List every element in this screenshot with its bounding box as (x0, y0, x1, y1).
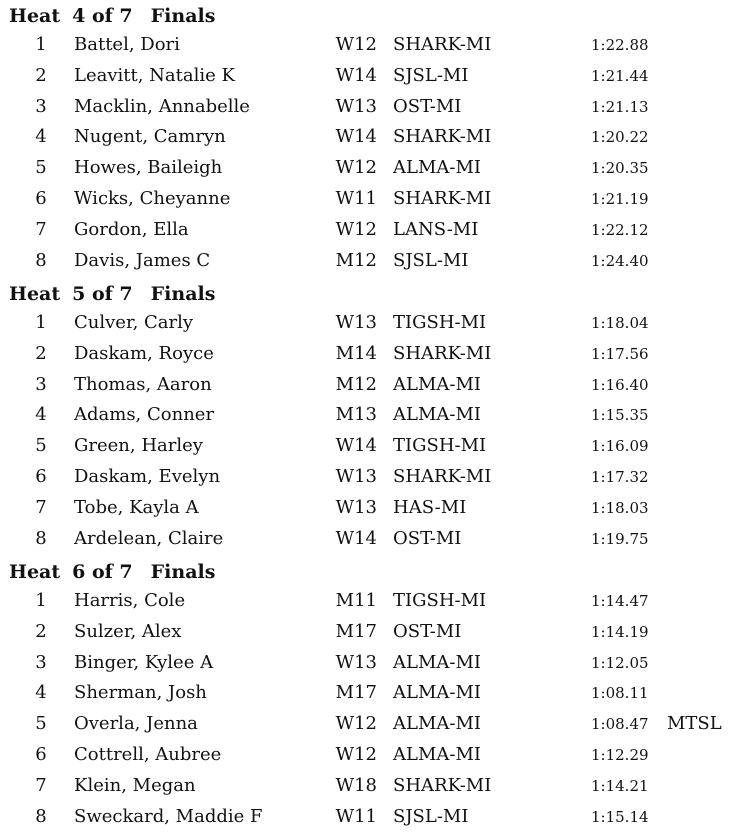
lane-number: 6 (35, 744, 47, 765)
seed-time: 1:08.47 (591, 715, 649, 734)
heat-number: 6 of 7 (72, 561, 133, 583)
entry-row (0, 462, 752, 492)
team-code: ALMA-MI (393, 157, 482, 179)
entry-row (0, 30, 752, 60)
lane-number: 2 (35, 342, 47, 364)
swimmer-name: Macklin, Annabelle (74, 95, 250, 117)
age-group: W12 (335, 218, 377, 240)
team-code: OST-MI (393, 527, 462, 549)
seed-time: 1:14.19 (591, 622, 649, 641)
swimmer-name: Culver, Carly (74, 312, 194, 333)
swimmer-name: Binger, Kylee A (74, 651, 214, 673)
age-group: W13 (335, 466, 377, 487)
swimmer-name: Daskam, Evelyn (74, 466, 221, 487)
seed-time: 1:18.03 (591, 498, 649, 517)
team-code: TIGSH-MI (393, 590, 487, 611)
lane-number: 6 (35, 188, 47, 209)
entry-row (0, 617, 752, 647)
entry-row (0, 370, 752, 400)
age-group: W13 (335, 312, 377, 333)
swimmer-name: Tobe, Kayla A (74, 496, 199, 518)
heat-header (9, 280, 215, 308)
age-group: W12 (335, 713, 377, 735)
age-group: W11 (335, 805, 377, 827)
seed-time: 1:12.29 (591, 746, 649, 764)
team-code: ALMA-MI (393, 373, 482, 395)
entry-row (0, 493, 752, 523)
team-code: SHARK-MI (393, 342, 492, 364)
age-group: M12 (335, 373, 377, 395)
age-group: M12 (335, 249, 377, 271)
swimmer-name: Leavitt, Natalie K (74, 64, 235, 86)
seed-time: 1:21.13 (591, 97, 649, 116)
lane-number: 4 (35, 404, 47, 426)
seed-time: 1:20.22 (591, 128, 649, 147)
lane-number: 8 (35, 249, 47, 271)
seed-time: 1:12.05 (591, 653, 649, 672)
seed-time: 1:15.14 (591, 807, 649, 826)
lane-number: 3 (35, 651, 47, 673)
lane-number: 5 (35, 157, 47, 179)
heat-number: 5 of 7 (72, 283, 133, 305)
entry-row (0, 431, 752, 461)
heat-label: Heat (9, 283, 61, 305)
seed-time: 1:14.21 (591, 776, 649, 795)
lane-number: 7 (35, 218, 47, 240)
team-code: OST-MI (393, 620, 462, 642)
seed-time: 1:17.56 (591, 344, 649, 363)
lane-number: 7 (35, 496, 47, 518)
age-group: M14 (335, 342, 377, 364)
age-group: W13 (335, 496, 377, 518)
age-group: M17 (335, 620, 377, 642)
lane-number: 7 (35, 774, 47, 796)
lane-number: 2 (35, 64, 47, 86)
age-group: W12 (335, 157, 377, 179)
entry-row (0, 524, 752, 554)
team-code: LANS-MI (393, 218, 479, 240)
heat-header (9, 2, 215, 30)
entry-row (0, 61, 752, 91)
seed-time: 1:15.35 (591, 406, 649, 425)
team-code: ALMA-MI (393, 404, 482, 426)
seed-time: 1:24.40 (591, 251, 649, 270)
seed-time: 1:17.32 (591, 468, 649, 486)
seed-time: 1:08.11 (591, 684, 649, 703)
team-code: TIGSH-MI (393, 312, 487, 333)
entry-row (0, 648, 752, 678)
age-group: W13 (335, 95, 377, 117)
swimmer-name: Overla, Jenna (74, 713, 198, 735)
entry-row (0, 771, 752, 801)
swimmer-name: Davis, James C (74, 249, 211, 271)
age-group: W14 (335, 527, 377, 549)
swimmer-name: Howes, Baileigh (74, 157, 223, 179)
entry-row (0, 586, 752, 616)
entry-row (0, 740, 752, 770)
lane-number: 1 (35, 590, 47, 611)
entry-row (0, 215, 752, 245)
lane-number: 5 (35, 435, 47, 457)
heat-label: Heat (9, 5, 61, 27)
seed-time: 1:14.47 (591, 592, 649, 610)
age-group: M13 (335, 404, 377, 426)
age-group: W18 (335, 774, 377, 796)
standard-mark: MTSL (667, 713, 722, 735)
lane-number: 1 (35, 312, 47, 333)
swimmer-name: Gordon, Ella (74, 218, 189, 240)
team-code: SJSL-MI (393, 64, 469, 86)
heat-label: Heat (9, 561, 61, 583)
entry-row (0, 246, 752, 276)
entry-row (0, 678, 752, 708)
swimmer-name: Klein, Megan (74, 774, 196, 796)
swimmer-name: Nugent, Camryn (74, 126, 226, 148)
team-code: SHARK-MI (393, 34, 492, 55)
swimmer-name: Sherman, Josh (74, 682, 207, 704)
team-code: SHARK-MI (393, 188, 492, 209)
age-group: W14 (335, 64, 377, 86)
lane-number: 3 (35, 373, 47, 395)
entry-row (0, 184, 752, 214)
swimmer-name: Wicks, Cheyanne (74, 188, 231, 209)
seed-time: 1:19.75 (591, 529, 649, 548)
heat-number: 4 of 7 (72, 5, 133, 27)
team-code: SHARK-MI (393, 466, 492, 487)
heat-round: Finals (150, 283, 216, 305)
entry-row (0, 709, 752, 739)
seed-time: 1:21.44 (591, 66, 649, 85)
lane-number: 4 (35, 682, 47, 704)
age-group: M17 (335, 682, 377, 704)
lane-number: 5 (35, 713, 47, 735)
team-code: ALMA-MI (393, 682, 482, 704)
seed-time: 1:20.35 (591, 159, 649, 178)
team-code: SHARK-MI (393, 126, 492, 148)
age-group: W14 (335, 435, 377, 457)
entry-row (0, 153, 752, 183)
team-code: ALMA-MI (393, 651, 482, 673)
age-group: W14 (335, 126, 377, 148)
lane-number: 2 (35, 620, 47, 642)
team-code: HAS-MI (393, 496, 467, 518)
seed-time: 1:21.19 (591, 190, 649, 208)
age-group: W13 (335, 651, 377, 673)
swimmer-name: Adams, Conner (74, 404, 215, 426)
entry-row (0, 308, 752, 338)
team-code: TIGSH-MI (393, 435, 487, 457)
swimmer-name: Thomas, Aaron (74, 373, 212, 395)
heat-round: Finals (150, 5, 216, 27)
swimmer-name: Green, Harley (74, 435, 203, 457)
age-group: W12 (335, 34, 377, 55)
entry-row (0, 400, 752, 430)
team-code: SHARK-MI (393, 774, 492, 796)
entry-row (0, 92, 752, 122)
age-group: W11 (335, 188, 377, 209)
entry-row (0, 802, 752, 832)
lane-number: 6 (35, 466, 47, 487)
swimmer-name: Sweckard, Maddie F (74, 805, 263, 827)
lane-number: 1 (35, 34, 47, 55)
entry-row (0, 122, 752, 152)
team-code: OST-MI (393, 95, 462, 117)
seed-time: 1:16.09 (591, 437, 649, 456)
age-group: W12 (335, 744, 377, 765)
lane-number: 3 (35, 95, 47, 117)
lane-number: 4 (35, 126, 47, 148)
seed-time: 1:22.12 (591, 220, 649, 239)
team-code: ALMA-MI (393, 713, 482, 735)
swimmer-name: Battel, Dori (74, 34, 180, 55)
lane-number: 8 (35, 805, 47, 827)
swimmer-name: Harris, Cole (74, 590, 186, 611)
seed-time: 1:16.40 (591, 375, 649, 394)
seed-time: 1:22.88 (591, 36, 649, 54)
heat-round: Finals (150, 561, 216, 583)
age-group: M11 (335, 590, 377, 611)
seed-time: 1:18.04 (591, 314, 649, 332)
swimmer-name: Sulzer, Alex (74, 620, 182, 642)
swimmer-name: Cottrell, Aubree (74, 744, 222, 765)
entry-row (0, 339, 752, 369)
lane-number: 8 (35, 527, 47, 549)
team-code: SJSL-MI (393, 805, 469, 827)
heat-header (9, 558, 215, 586)
swimmer-name: Daskam, Royce (74, 342, 214, 364)
team-code: SJSL-MI (393, 249, 469, 271)
swimmer-name: Ardelean, Claire (74, 527, 224, 549)
team-code: ALMA-MI (393, 744, 482, 765)
